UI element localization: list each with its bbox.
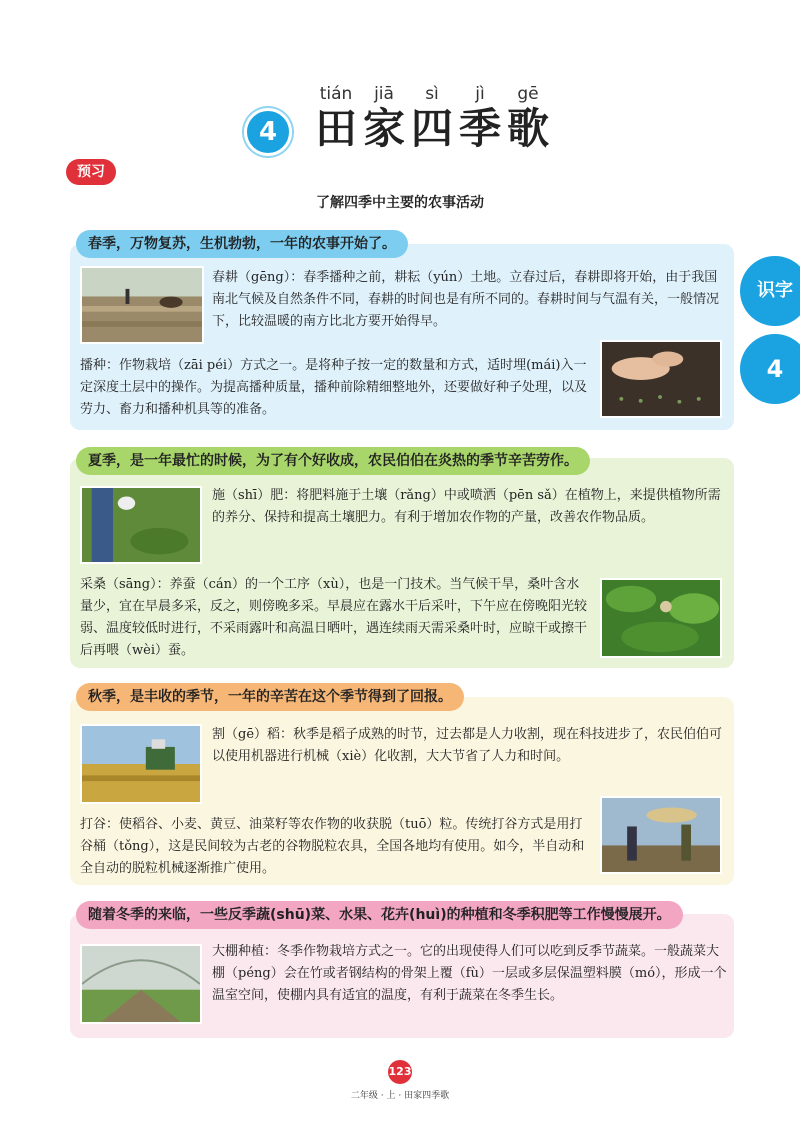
- plowing-field-photo: [80, 266, 204, 344]
- subtitle: 了解四季中主要的农事活动: [316, 195, 484, 211]
- threshing-photo: [600, 796, 722, 874]
- side-tab-literacy: 识字: [740, 256, 800, 326]
- title-char-1: 田: [314, 104, 357, 153]
- spring-para-plowing: 春耕（gēng）：春季播种之前，耕耘（yún）土地。立春过后，春耕即将开始，由于我国南北气候及自然条件不同，春耕的时间也是有所不同的。春耕时间与气温有关，一般情况下，比较温暖的南方比北方要开始得早。: [212, 270, 720, 329]
- title-char-5: 歌: [506, 104, 549, 153]
- summer-banner: 夏季，是一年最忙的时候，为了有个好收成，农民伯伯在炎热的季节辛苦劳作。: [76, 447, 590, 475]
- side-tab-unit-number: 4: [740, 334, 800, 404]
- title-char-4: 季: [458, 104, 501, 153]
- footer-caption: 二年级 · 上 · 田家四季歌: [350, 1091, 450, 1101]
- summer-para-mulberry: 采桑（sāng）：养蚕（cán）的一个工序（xù），也是一门技术。当气候干旱，桑叶含水量少，宜在早晨多采，反之，则傍晚多采。早晨应在露水干后采叶，下午应在傍晚阳光较弱、温度较低时进行，不采雨露叶和高温日晒叶，遇连续雨天需采桑叶时，应晾干或擦干后再喂（wèi）蚕。: [80, 577, 588, 658]
- greenhouse-photo: [80, 944, 202, 1024]
- spring-para-sowing: 播种：作物栽培（zāi péi）方式之一。是将种子按一定的数量和方式，适时埋(mái)入一定深度土层中的操作。为提高播种质量，播种前除精细整地外，还要做好种子处理，以及劳力、畜力和播种机具等的准备。: [80, 358, 588, 417]
- summer-para-fertilizing: 施（shī）肥：将肥料施于土壤（rǎng）中或喷洒（pēn sǎ）在植物上，来提供植物所需的养分、保持和提高土壤肥力。有利于增加农作物的产量，改善农作物品质。: [212, 488, 721, 525]
- pinyin-3: sì: [425, 84, 439, 104]
- autumn-para-threshing: 打谷：使稻谷、小麦、黄豆、油菜籽等农作物的收获脱（tuō）粒。传统打谷方式是用打谷桶（tǒng），这是民间较为古老的谷物脱粒农具，全国各地均有使用。如今，半自动和全自动的脱粒机械逐渐推广使用。: [80, 817, 585, 876]
- title-pinyin: [312, 84, 552, 106]
- harvester-photo: [80, 724, 202, 804]
- pinyin-5: gē: [517, 84, 539, 104]
- autumn-banner: 秋季，是丰收的季节，一年的辛苦在这个季节得到了回报。: [76, 683, 464, 711]
- autumn-para-harvest: 割（gē）稻：秋季是稻子成熟的时节，过去都是人力收割，现在科技进步了，农民伯伯可以使用机器进行机械（xiè）化收割，大大节省了人力和时间。: [212, 727, 723, 764]
- fertilizing-photo: [80, 486, 202, 564]
- winter-para-greenhouse: 大棚种植：冬季作物栽培方式之一。它的出现使得人们可以吃到反季节蔬菜。一般蔬菜大棚（péng）会在竹或者钢结构的骨架上覆（fù）一层或多层保温塑料膜（mó），形成一个温室空间，使棚内具有适宜的温度，有利于蔬菜在冬季生长。: [212, 944, 727, 1003]
- page-number: 123: [388, 1060, 412, 1084]
- title-char-2: 家: [362, 104, 405, 153]
- title-char-3: 四: [410, 104, 453, 153]
- mulberry-picking-photo: [600, 578, 722, 658]
- page-title: [312, 104, 552, 154]
- preview-badge: 预习: [66, 159, 116, 185]
- pinyin-2: jiā: [374, 84, 394, 104]
- lesson-number-badge: 4: [244, 108, 292, 156]
- seeds-sowing-photo: [600, 340, 722, 418]
- pinyin-1: tián: [319, 84, 353, 104]
- winter-banner: 随着冬季的来临，一些反季蔬(shū)菜、水果、花卉(huì)的种植和冬季积肥等工作慢慢展开。: [76, 901, 683, 929]
- spring-banner: 春季，万物复苏，生机勃勃，一年的农事开始了。: [76, 230, 408, 258]
- pinyin-4: jì: [475, 84, 485, 104]
